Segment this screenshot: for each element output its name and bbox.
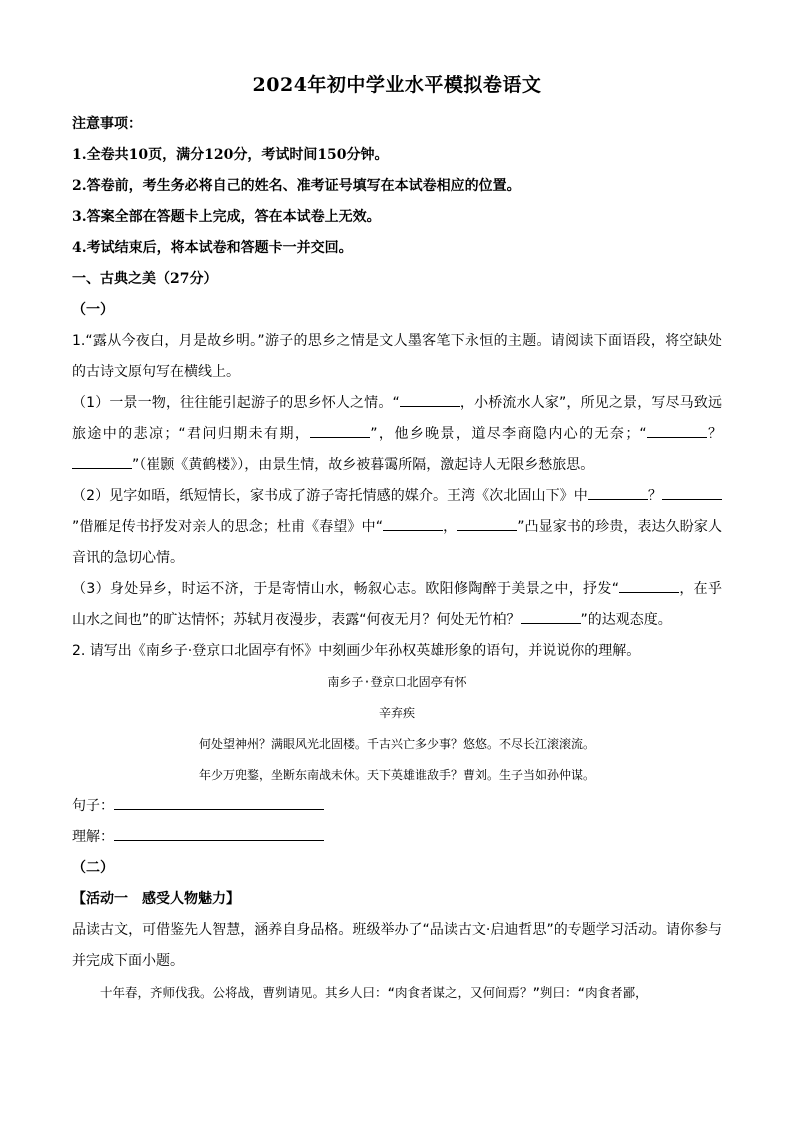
answer-blank[interactable]: [647, 422, 707, 438]
activity-heading: 【活动一 感受人物魅力】: [72, 891, 240, 907]
text-segment: ”（崔颢《黄鹤楼》），由景生情，故乡被暮霭所隔，激起诗人无限乡愁旅思。: [132, 457, 595, 473]
answer-blank[interactable]: [457, 515, 517, 531]
text-segment: ，在乎山水之间也”的旷达情怀；苏轼月夜漫步，表露“何夜无月？何处无竹柏？: [72, 581, 722, 628]
notice-heading: 注意事项：: [72, 116, 142, 132]
question-1-intro: 1.“露从今夜白，月是故乡明。”游子的思乡之情是文人墨客笔下永恒的主题。请阅读下面语段，将空缺处的古诗文原句写在横线上。: [72, 333, 722, 380]
text-segment: ？: [647, 488, 663, 504]
answer-blank[interactable]: [400, 391, 460, 407]
text-segment: ，小桥流水人家”，所见之景，写尽马致远旅途中的悲凉；“君问归期未有期，: [72, 395, 722, 442]
answer-blank[interactable]: [72, 453, 132, 469]
text-segment: ”，他乡晚景，道尽李商隐内心的无奈；“: [370, 426, 647, 442]
poem-line: 何处望神州？满眼风光北固楼。千古兴亡多少事？悠悠。不尽长江滚滚流。: [198, 737, 595, 751]
page-title: 2024年初中学业水平模拟卷语文: [252, 74, 542, 96]
text-segment: ”的达观态度。: [580, 612, 672, 628]
poem-line: 年少万兜鍪，坐断东南战未休。天下英雄谁敌手？曹刘。生子当如孙仲谋。: [198, 768, 595, 782]
exam-page: [72, 70, 722, 1008]
question-1-part-2: [72, 481, 722, 574]
ancient-text-line: 十年春，齐师伐我。公将战，曹刿请见。其乡人曰：“肉食者谋之，又何间焉？”刿曰：“肉食者鄙，: [100, 985, 648, 1000]
text-segment: （3）身处异乡，时运不济，于是寄情山水，畅叙心志。欧阳修陶醉于美景之中，抒发“: [72, 581, 619, 597]
answer-blank[interactable]: [662, 484, 722, 500]
text-segment: ？: [706, 426, 722, 442]
text-segment: （1）一景一物，往往能引起游子的思乡怀人之情。“: [72, 395, 400, 411]
answer-blank[interactable]: [383, 515, 443, 531]
notice-item: 1.全卷共10页，满分120分，考试时间150分钟。: [72, 147, 389, 163]
understanding-answer-row: [72, 822, 722, 853]
poem-title: 南乡子·登京口北固亭有怀: [327, 675, 467, 689]
sentence-label: 句子：: [72, 798, 114, 814]
question-1-part-1: [72, 388, 722, 481]
text-segment: （2）见字如晤，纸短情长，家书成了游子寄托情感的媒介。王湾《次北固山下》中: [72, 488, 588, 504]
understanding-label: 理解：: [72, 829, 114, 845]
text-segment: ，: [442, 519, 458, 535]
part-heading: （一）: [72, 302, 114, 318]
answer-blank[interactable]: [619, 577, 679, 593]
activity-intro: 品读古文，可借鉴先人智慧，涵养自身品格。班级举办了“品读古文·启迪哲思”的专题学习活动。请你参与并完成下面小题。: [72, 922, 722, 969]
notice-item: 2.答卷前，考生务必将自己的姓名、准考证号填写在本试卷相应的位置。: [72, 178, 521, 194]
text-segment: ”凸显家书的珍贵，表达久盼家人音讯的急切心情。: [72, 519, 722, 566]
sentence-answer-blank[interactable]: [114, 794, 324, 810]
answer-blank[interactable]: [310, 422, 370, 438]
understanding-answer-blank[interactable]: [114, 825, 324, 841]
poem-author: 辛弃疾: [378, 706, 415, 720]
text-segment: ”借雁足传书抒发对亲人的思念；杜甫《春望》中“: [72, 519, 383, 535]
sentence-answer-row: [72, 791, 722, 822]
part-heading: （二）: [72, 860, 114, 876]
answer-blank[interactable]: [588, 484, 648, 500]
question-1-part-3: [72, 574, 722, 636]
notice-item: 4.考试结束后，将本试卷和答题卡一并交回。: [72, 240, 353, 256]
notice-item: 3.答案全部在答题卡上完成，答在本试卷上无效。: [72, 209, 381, 225]
answer-blank[interactable]: [521, 608, 581, 624]
section-heading: 一、古典之美（27分）: [72, 271, 218, 287]
question-2-intro: 2. 请写出《南乡子·登京口北固亭有怀》中刻画少年孙权英雄形象的语句，并说说你的理解。: [72, 643, 641, 659]
